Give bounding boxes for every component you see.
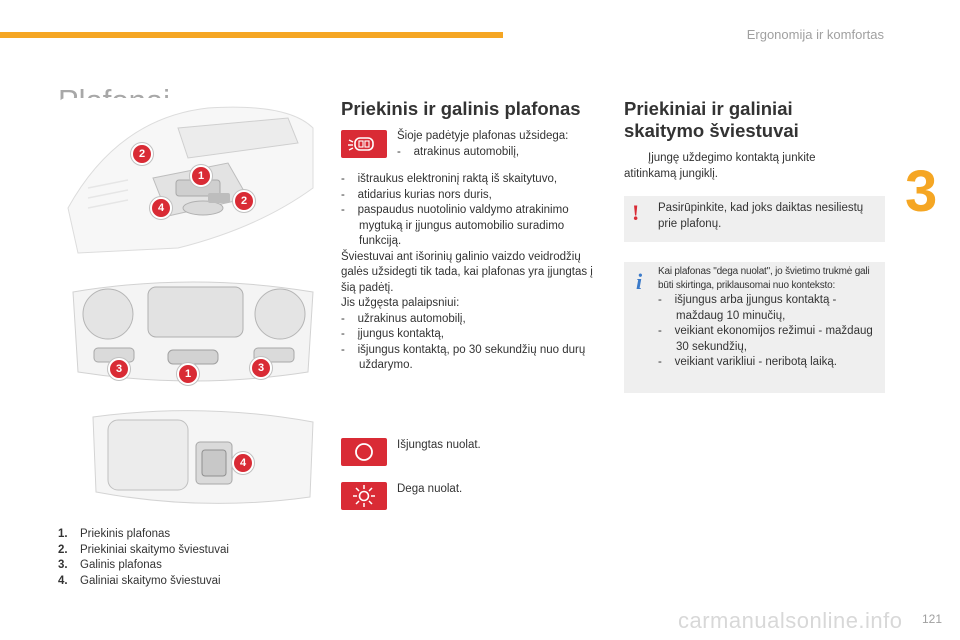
legend-item: 4. Galiniai skaitymo šviestuvai — [58, 574, 221, 587]
reading-bullet: Įjungę uždegimo kontaktą junkite atitinkamą jungiklį. — [624, 152, 816, 180]
reading-heading: Priekiniai ir galiniai skaitymo šviestuvai — [624, 98, 799, 141]
accent-bar — [0, 32, 503, 38]
off-mode-text: Išjungtas nuolat. — [397, 439, 481, 451]
rear-reading-lamp-illustration — [88, 402, 318, 512]
door-mode-intro: Šioje padėtyje plafonas užsidega: — [397, 130, 569, 142]
marker-4-top: 4 — [150, 197, 172, 219]
marker-2-top: 2 — [131, 143, 153, 165]
list-item: - užrakinus automobilį, — [341, 312, 466, 325]
on-mode-text: Dega nuolat. — [397, 483, 463, 495]
marker-1-top: 1 — [190, 165, 212, 187]
door-mode-icon — [341, 130, 387, 158]
marker-1-mid: 1 — [177, 363, 199, 385]
list-item: - atidarius kurias nors duris, — [341, 188, 492, 201]
front-rear-heading: Priekinis ir galinis plafonas — [341, 98, 581, 119]
off-mode-icon — [341, 438, 387, 466]
chapter-number: 3 — [905, 159, 938, 224]
list-item: - išjungus kontaktą, po 30 sekundžių nuo durų uždarymo. — [341, 343, 586, 371]
list-item: - veikiant varikliui - neribotą laiką. — [658, 356, 837, 368]
paragraph: Šviestuvai ant išorinių galinio vaizdo veidrodžių galės užsidegti tik tada, kai plafonas yra įjungtas į šią padėtį. — [341, 250, 593, 294]
legend-item: 1. Priekinis plafonas — [58, 528, 171, 540]
warning-text: Pasirūpinkite, kad joks daiktas nesiliestų prie plafonų. — [658, 202, 864, 230]
legend — [58, 527, 229, 589]
front-rear-body — [341, 172, 603, 374]
list-item: - ištraukus elektroninį raktą iš skaitytuvo, — [341, 173, 558, 185]
info-note — [624, 262, 885, 393]
marker-3-left: 3 — [108, 358, 130, 380]
legend-item: 2. Priekiniai skaitymo šviestuvai — [58, 543, 229, 556]
paragraph: Jis užgęsta palaipsniui: — [341, 297, 460, 309]
legend-item: 3. Galinis plafonas — [58, 559, 162, 571]
info-icon: i — [636, 269, 643, 294]
watermark: carmanualsonline.info — [678, 608, 903, 633]
front-console-illustration — [58, 98, 320, 258]
on-mode-icon — [341, 482, 387, 510]
marker-3-right: 3 — [250, 357, 272, 379]
list-item: - įjungus kontaktą, — [341, 328, 444, 340]
marker-4-bottom: 4 — [232, 452, 254, 474]
list-item: - veikiant ekonomijos režimui - maždaug 30 sekundžių, — [658, 325, 873, 353]
list-item: - išjungus arba įjungus kontaktą - maždaug 10 minučių, — [658, 294, 837, 322]
section-title: Ergonomija ir komfortas — [746, 27, 884, 42]
warning-icon: ! — [632, 200, 640, 225]
list-item: - atrakinus automobilį, — [397, 145, 520, 158]
marker-2-right: 2 — [233, 190, 255, 212]
page-number: 121 — [921, 612, 942, 626]
door-mode-text — [397, 129, 597, 160]
list-item: - paspaudus nuotolinio valdymo atrakinimo mygtuką ir įjungus automobilio suradimo funkciją. — [341, 204, 569, 247]
warning-note — [624, 196, 885, 242]
info-text — [658, 265, 875, 371]
info-intro: Kai plafonas "dega nuolat", jo švietimo trukmė gali būti skirtinga, priklausomai nuo konteksto: — [658, 266, 870, 291]
